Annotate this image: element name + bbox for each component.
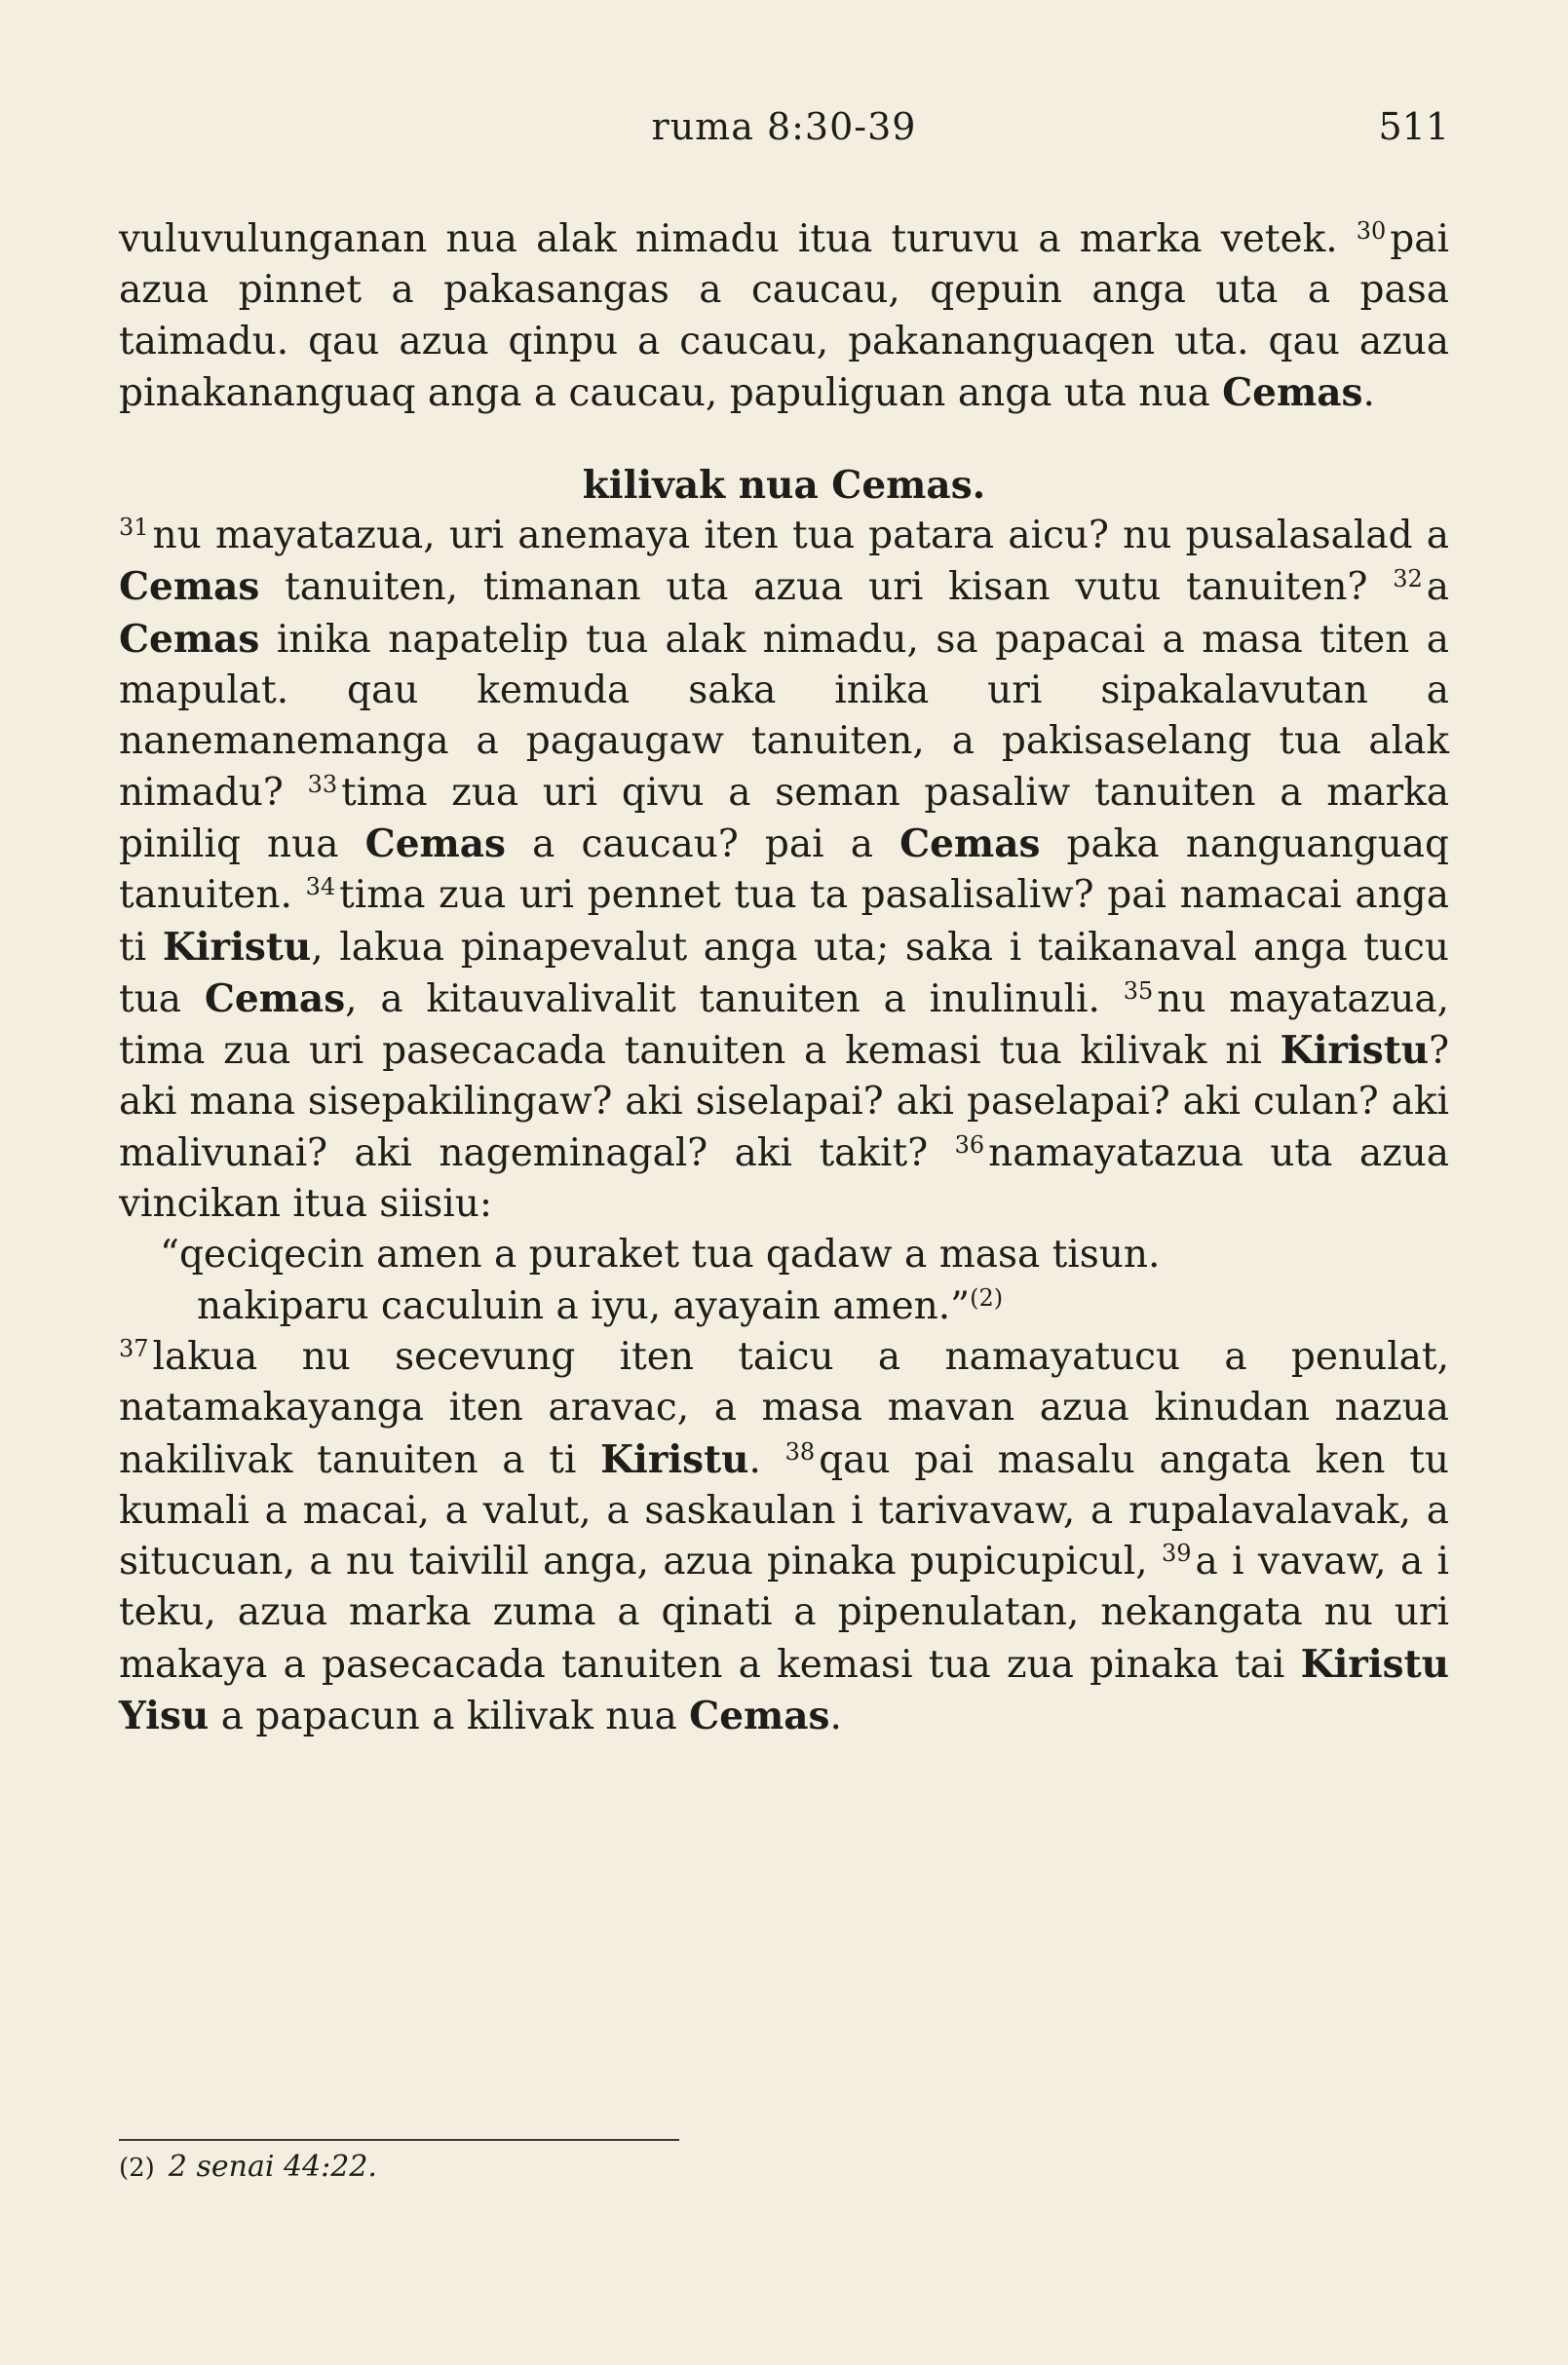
text-run: a [1426,565,1449,610]
footnote-text: 2 senai 44:22. [168,2150,377,2184]
bold-name: Cemas [119,564,260,610]
verse-number: 35 [1123,976,1154,1005]
verse-number: 31 [119,514,149,542]
text-run: vuluvulunganan nua alak nimadu itua turuvu a marka vetek. [119,217,1357,261]
text-run: a i vavaw, a i teku, azua marka zuma a qinati a pipenulatan, nekangata nu uri makaya a pasecacada tanuiten a kemasi tua zua pinaka tai [119,1540,1449,1687]
text-run: tima zua uri qivu a seman pasaliw tanuiten a marka piniliq nua [119,770,1450,866]
bold-name: Cemas [689,1694,830,1739]
verse-number: 38 [784,1437,816,1466]
footnote-marker: (2) [119,2154,155,2183]
text-run: a papacun a kilivak nua [209,1695,690,1739]
paragraph-1 [119,214,1449,419]
text-run: nakiparu caculuin a iyu, ayayain amen.” [197,1283,971,1328]
text-run: a caucau? pai a [506,821,900,866]
verse-number: 37 [119,1334,149,1362]
text-run: . [748,1437,785,1482]
text-run: inika napatelip tua alak nimadu, sa papacai a masa titen a mapulat. qau kemuda saka inika uri sipakalavutan a nanemanemanga a pagaugaw tanuiten, a pakisaselang tua alak nimadu? [119,617,1449,815]
text-run: paka nanguanguaq tanuiten. [119,821,1449,918]
paragraph-2 [119,511,1449,1230]
text-run: , lakua pinapevalut anga uta; saka i taikanaval anga tucu tua [119,925,1449,1021]
quote-line-2 [119,1281,1449,1332]
text-run: nu mayatazua, uri anemaya iten tua patara aicu? nu pusalasalad a [152,514,1449,558]
verse-number: 34 [305,873,336,901]
text-run: . [1362,370,1375,415]
running-title: ruma 8:30-39 [651,105,917,148]
verse-number: 33 [307,770,338,798]
page-number: 511 [1378,105,1449,148]
footnote [119,2150,377,2184]
bold-name: Cemas [899,820,1041,866]
text-run: namayatazua uta azua vincikan itua siisiu: [119,1130,1449,1227]
bold-name: Cemas [119,616,260,662]
bold-name: Cemas [1222,369,1363,415]
paragraph-3 [119,1332,1449,1742]
body-text [119,214,1449,1742]
bold-name: Kiristu [600,1436,749,1482]
text-run: , a kitauvalivalit tanuiten a inulinuli. [345,976,1124,1021]
verse-number: 30 [1356,217,1387,245]
verse-number: 36 [954,1130,985,1159]
text-run: tima zua uri pennet tua ta pasalisaliw? pai namacai anga ti [119,873,1450,970]
text-run: . [829,1695,842,1739]
text-run: qau pai masalu angata ken tu kumali a macai, a valut, a saskaulan i tarivavaw, a rupalavalavak, a situcuan, a nu taivilil anga, azua pinaka pupicupicul, [119,1437,1450,1584]
text-run: nu mayatazua, tima zua uri pasecacada tanuiten a kemasi tua kilivak ni [119,976,1449,1074]
bold-name: Kiristu [162,924,312,970]
text-run: lakua nu secevung iten taicu a namayatucu a penulat, natamakayanga iten aravac, a masa mavan azua kinudan nazua nakilivak tanuiten a ti [119,1334,1449,1482]
text-run: pai azua pinnet a pakasangas a caucau, qepuin anga uta a pasa taimadu. qau azua qinpu a caucau, pakananguaqen uta. qau azua pinakananguaq anga a caucau, papuliguan anga uta nua [119,217,1449,415]
bold-name: Cemas [364,820,507,866]
bold-name: Kiristu [1280,1028,1430,1074]
quote-line-1: “qeciqecin amen a puraket tua qadaw a masa tisun. [160,1233,1161,1278]
text-run: ? aki mana sisepakilingaw? aki siselapai? aki paselapai? aki culan? aki malivunai? aki nageminagal? aki takit? [119,1029,1449,1175]
text-run: tanuiten, timanan uta azua uri kisan vutu tanuiten? [259,565,1394,610]
footnote-ref[interactable]: (2) [970,1283,1004,1312]
verse-number: 32 [1393,565,1423,593]
verse-number: 39 [1161,1540,1192,1568]
bold-name: Kiristu Yisu [119,1641,1449,1739]
bold-name: Cemas [204,975,346,1021]
section-heading: kilivak nua Cemas. [582,463,986,509]
footnote-divider [119,2139,679,2141]
page-header [119,105,1449,164]
